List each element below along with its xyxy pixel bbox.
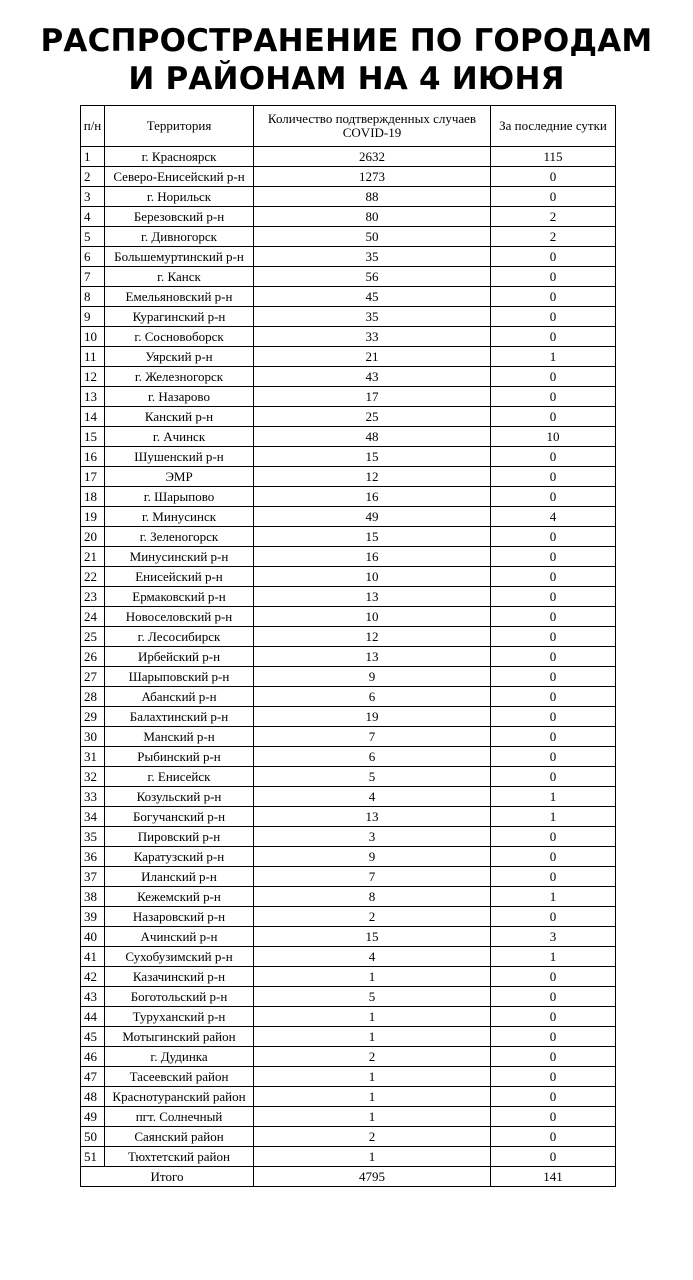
row-number: 33	[81, 787, 105, 807]
row-number: 15	[81, 427, 105, 447]
last-day-cell: 0	[491, 907, 616, 927]
table-row	[81, 427, 616, 447]
table-row	[81, 1127, 616, 1147]
row-number: 43	[81, 987, 105, 1007]
last-day-cell: 1	[491, 347, 616, 367]
row-number: 26	[81, 647, 105, 667]
last-day-cell: 0	[491, 1107, 616, 1127]
last-day-cell: 0	[491, 847, 616, 867]
table-row	[81, 307, 616, 327]
territory-cell: Каратузский р-н	[105, 847, 254, 867]
row-number: 32	[81, 767, 105, 787]
territory-cell: г. Дивногорск	[105, 227, 254, 247]
table-header	[81, 106, 616, 147]
territory-cell: Шушенский р-н	[105, 447, 254, 467]
table-row	[81, 667, 616, 687]
confirmed-cell: 12	[254, 467, 491, 487]
table-row	[81, 1147, 616, 1167]
confirmed-cell: 10	[254, 607, 491, 627]
territory-cell: Кежемский р-н	[105, 887, 254, 907]
territory-cell: г. Сосновоборск	[105, 327, 254, 347]
table-row	[81, 607, 616, 627]
row-number: 46	[81, 1047, 105, 1067]
row-number: 30	[81, 727, 105, 747]
territory-cell: Богучанский р-н	[105, 807, 254, 827]
table-row	[81, 407, 616, 427]
row-number: 49	[81, 1107, 105, 1127]
confirmed-cell: 1	[254, 1087, 491, 1107]
row-number: 19	[81, 507, 105, 527]
confirmed-cell: 7	[254, 867, 491, 887]
confirmed-cell: 6	[254, 687, 491, 707]
territory-cell: г. Ачинск	[105, 427, 254, 447]
last-day-cell: 3	[491, 927, 616, 947]
confirmed-cell: 1	[254, 1007, 491, 1027]
territory-cell: Канский р-н	[105, 407, 254, 427]
row-number: 31	[81, 747, 105, 767]
table-row	[81, 847, 616, 867]
table-row	[81, 1067, 616, 1087]
territory-cell: Шарыповский р-н	[105, 667, 254, 687]
row-number: 22	[81, 567, 105, 587]
row-number: 51	[81, 1147, 105, 1167]
table-row	[81, 1007, 616, 1027]
total-last-day: 141	[491, 1167, 616, 1187]
row-number: 36	[81, 847, 105, 867]
table-body	[81, 147, 616, 1167]
title-line-2: И РАЙОНАМ НА 4 ИЮНЯ	[128, 61, 565, 97]
confirmed-cell: 4	[254, 787, 491, 807]
last-day-cell: 0	[491, 167, 616, 187]
table-row	[81, 1087, 616, 1107]
territory-cell: Березовский р-н	[105, 207, 254, 227]
confirmed-cell: 2	[254, 907, 491, 927]
last-day-cell: 0	[491, 1007, 616, 1027]
confirmed-cell: 1273	[254, 167, 491, 187]
last-day-cell: 0	[491, 487, 616, 507]
table-row	[81, 867, 616, 887]
last-day-cell: 0	[491, 567, 616, 587]
row-number: 47	[81, 1067, 105, 1087]
header-confirmed: Количество подтвержденных случаев COVID-19	[254, 106, 491, 147]
table-row	[81, 687, 616, 707]
confirmed-cell: 56	[254, 267, 491, 287]
table-footer	[81, 1167, 616, 1187]
last-day-cell: 0	[491, 747, 616, 767]
last-day-cell: 0	[491, 547, 616, 567]
table-row	[81, 267, 616, 287]
row-number: 5	[81, 227, 105, 247]
last-day-cell: 0	[491, 667, 616, 687]
row-number: 25	[81, 627, 105, 647]
confirmed-cell: 16	[254, 487, 491, 507]
last-day-cell: 0	[491, 587, 616, 607]
table-row	[81, 787, 616, 807]
row-number: 13	[81, 387, 105, 407]
row-number: 2	[81, 167, 105, 187]
table-row	[81, 747, 616, 767]
confirmed-cell: 10	[254, 567, 491, 587]
confirmed-cell: 35	[254, 247, 491, 267]
confirmed-cell: 5	[254, 767, 491, 787]
territory-cell: Большемуртинский р-н	[105, 247, 254, 267]
territory-cell: г. Дудинка	[105, 1047, 254, 1067]
last-day-cell: 0	[491, 727, 616, 747]
last-day-cell: 0	[491, 1067, 616, 1087]
territory-cell: Емельяновский р-н	[105, 287, 254, 307]
last-day-cell: 0	[491, 367, 616, 387]
last-day-cell: 0	[491, 327, 616, 347]
territory-cell: Пировский р-н	[105, 827, 254, 847]
last-day-cell: 2	[491, 207, 616, 227]
territory-cell: Краснотуранский район	[105, 1087, 254, 1107]
row-number: 21	[81, 547, 105, 567]
territory-cell: ЭМР	[105, 467, 254, 487]
total-confirmed: 4795	[254, 1167, 491, 1187]
row-number: 50	[81, 1127, 105, 1147]
last-day-cell: 0	[491, 767, 616, 787]
confirmed-cell: 45	[254, 287, 491, 307]
row-number: 34	[81, 807, 105, 827]
table-row	[81, 887, 616, 907]
territory-cell: г. Енисейск	[105, 767, 254, 787]
confirmed-cell: 49	[254, 507, 491, 527]
last-day-cell: 0	[491, 627, 616, 647]
confirmed-cell: 7	[254, 727, 491, 747]
row-number: 23	[81, 587, 105, 607]
last-day-cell: 0	[491, 827, 616, 847]
territory-cell: Саянский район	[105, 1127, 254, 1147]
table-row	[81, 927, 616, 947]
territory-cell: г. Железногорск	[105, 367, 254, 387]
last-day-cell: 115	[491, 147, 616, 167]
last-day-cell: 0	[491, 407, 616, 427]
table-row	[81, 287, 616, 307]
header-last-day: За последние сутки	[491, 106, 616, 147]
row-number: 48	[81, 1087, 105, 1107]
confirmed-cell: 13	[254, 647, 491, 667]
table-row	[81, 387, 616, 407]
territory-cell: Уярский р-н	[105, 347, 254, 367]
territory-cell: г. Минусинск	[105, 507, 254, 527]
last-day-cell: 0	[491, 187, 616, 207]
row-number: 8	[81, 287, 105, 307]
row-number: 14	[81, 407, 105, 427]
row-number: 27	[81, 667, 105, 687]
row-number: 1	[81, 147, 105, 167]
last-day-cell: 0	[491, 307, 616, 327]
territory-cell: г. Норильск	[105, 187, 254, 207]
table-row	[81, 647, 616, 667]
row-number: 44	[81, 1007, 105, 1027]
territory-cell: г. Красноярск	[105, 147, 254, 167]
row-number: 3	[81, 187, 105, 207]
confirmed-cell: 9	[254, 667, 491, 687]
last-day-cell: 0	[491, 607, 616, 627]
table-row	[81, 587, 616, 607]
territory-cell: Ермаковский р-н	[105, 587, 254, 607]
table-row	[81, 327, 616, 347]
territory-cell: Новоселовский р-н	[105, 607, 254, 627]
confirmed-cell: 8	[254, 887, 491, 907]
territory-cell: пгт. Солнечный	[105, 1107, 254, 1127]
table-row	[81, 987, 616, 1007]
last-day-cell: 1	[491, 887, 616, 907]
row-number: 17	[81, 467, 105, 487]
table-row	[81, 947, 616, 967]
last-day-cell: 2	[491, 227, 616, 247]
confirmed-cell: 2	[254, 1047, 491, 1067]
table-row	[81, 147, 616, 167]
row-number: 39	[81, 907, 105, 927]
table-row	[81, 707, 616, 727]
table-row	[81, 247, 616, 267]
confirmed-cell: 33	[254, 327, 491, 347]
territory-cell: Туруханский р-н	[105, 1007, 254, 1027]
confirmed-cell: 3	[254, 827, 491, 847]
table-row	[81, 827, 616, 847]
table-row	[81, 487, 616, 507]
last-day-cell: 1	[491, 807, 616, 827]
territory-cell: Манский р-н	[105, 727, 254, 747]
row-number: 29	[81, 707, 105, 727]
table-row	[81, 567, 616, 587]
row-number: 42	[81, 967, 105, 987]
confirmed-cell: 19	[254, 707, 491, 727]
row-number: 9	[81, 307, 105, 327]
territory-cell: Назаровский р-н	[105, 907, 254, 927]
last-day-cell: 0	[491, 267, 616, 287]
last-day-cell: 0	[491, 247, 616, 267]
table-row	[81, 1107, 616, 1127]
territory-cell: г. Назарово	[105, 387, 254, 407]
row-number: 35	[81, 827, 105, 847]
last-day-cell: 0	[491, 647, 616, 667]
last-day-cell: 0	[491, 447, 616, 467]
last-day-cell: 0	[491, 1027, 616, 1047]
row-number: 18	[81, 487, 105, 507]
row-number: 38	[81, 887, 105, 907]
row-number: 10	[81, 327, 105, 347]
confirmed-cell: 16	[254, 547, 491, 567]
table-row	[81, 547, 616, 567]
confirmed-cell: 43	[254, 367, 491, 387]
page-title	[0, 22, 693, 98]
table-row	[81, 227, 616, 247]
territory-cell: Рыбинский р-н	[105, 747, 254, 767]
row-number: 6	[81, 247, 105, 267]
last-day-cell: 10	[491, 427, 616, 447]
last-day-cell: 0	[491, 987, 616, 1007]
territory-cell: г. Зеленогорск	[105, 527, 254, 547]
header-territory: Территория	[105, 106, 254, 147]
confirmed-cell: 48	[254, 427, 491, 447]
table-row	[81, 967, 616, 987]
table-row	[81, 727, 616, 747]
table-row	[81, 167, 616, 187]
last-day-cell: 0	[491, 287, 616, 307]
confirmed-cell: 80	[254, 207, 491, 227]
territory-cell: Ирбейский р-н	[105, 647, 254, 667]
row-number: 24	[81, 607, 105, 627]
last-day-cell: 0	[491, 1047, 616, 1067]
territory-cell: Иланский р-н	[105, 867, 254, 887]
territory-cell: г. Лесосибирск	[105, 627, 254, 647]
confirmed-cell: 1	[254, 1107, 491, 1127]
table-row	[81, 807, 616, 827]
territory-cell: Минусинский р-н	[105, 547, 254, 567]
table-row	[81, 207, 616, 227]
territory-cell: Тасеевский район	[105, 1067, 254, 1087]
table-row	[81, 467, 616, 487]
table-row	[81, 447, 616, 467]
confirmed-cell: 9	[254, 847, 491, 867]
territory-cell: Ачинский р-н	[105, 927, 254, 947]
table-row	[81, 1047, 616, 1067]
confirmed-cell: 6	[254, 747, 491, 767]
confirmed-cell: 13	[254, 807, 491, 827]
table-row	[81, 527, 616, 547]
row-number: 28	[81, 687, 105, 707]
row-number: 37	[81, 867, 105, 887]
territory-cell: Курагинский р-н	[105, 307, 254, 327]
table-row	[81, 627, 616, 647]
confirmed-cell: 88	[254, 187, 491, 207]
confirmed-cell: 4	[254, 947, 491, 967]
territory-cell: г. Канск	[105, 267, 254, 287]
territory-cell: Енисейский р-н	[105, 567, 254, 587]
row-number: 45	[81, 1027, 105, 1047]
row-number: 20	[81, 527, 105, 547]
territory-cell: Казачинский р-н	[105, 967, 254, 987]
territory-cell: Северо-Енисейский р-н	[105, 167, 254, 187]
row-number: 41	[81, 947, 105, 967]
confirmed-cell: 2	[254, 1127, 491, 1147]
last-day-cell: 0	[491, 687, 616, 707]
table-row	[81, 187, 616, 207]
total-row	[81, 1167, 616, 1187]
confirmed-cell: 15	[254, 927, 491, 947]
territory-cell: Тюхтетский район	[105, 1147, 254, 1167]
row-number: 16	[81, 447, 105, 467]
table-row	[81, 1027, 616, 1047]
last-day-cell: 4	[491, 507, 616, 527]
confirmed-cell: 12	[254, 627, 491, 647]
territory-cell: Боготольский р-н	[105, 987, 254, 1007]
table-row	[81, 907, 616, 927]
confirmed-cell: 50	[254, 227, 491, 247]
confirmed-cell: 1	[254, 1027, 491, 1047]
confirmed-cell: 15	[254, 527, 491, 547]
last-day-cell: 0	[491, 467, 616, 487]
last-day-cell: 0	[491, 527, 616, 547]
territory-cell: Сухобузимский р-н	[105, 947, 254, 967]
header-num: п/н	[81, 106, 105, 147]
confirmed-cell: 35	[254, 307, 491, 327]
row-number: 11	[81, 347, 105, 367]
confirmed-cell: 13	[254, 587, 491, 607]
last-day-cell: 0	[491, 1147, 616, 1167]
territory-cell: Балахтинский р-н	[105, 707, 254, 727]
table-header-row	[81, 106, 616, 147]
last-day-cell: 0	[491, 1127, 616, 1147]
row-number: 12	[81, 367, 105, 387]
last-day-cell: 0	[491, 1087, 616, 1107]
last-day-cell: 0	[491, 967, 616, 987]
confirmed-cell: 15	[254, 447, 491, 467]
last-day-cell: 1	[491, 787, 616, 807]
territory-cell: г. Шарыпово	[105, 487, 254, 507]
confirmed-cell: 2632	[254, 147, 491, 167]
territory-cell: Абанский р-н	[105, 687, 254, 707]
confirmed-cell: 17	[254, 387, 491, 407]
total-label: Итого	[81, 1167, 254, 1187]
row-number: 7	[81, 267, 105, 287]
confirmed-cell: 21	[254, 347, 491, 367]
table-row	[81, 507, 616, 527]
table-row	[81, 367, 616, 387]
last-day-cell: 1	[491, 947, 616, 967]
confirmed-cell: 5	[254, 987, 491, 1007]
table-row	[81, 767, 616, 787]
last-day-cell: 0	[491, 387, 616, 407]
covid-cases-table	[80, 105, 616, 1187]
row-number: 40	[81, 927, 105, 947]
row-number: 4	[81, 207, 105, 227]
last-day-cell: 0	[491, 707, 616, 727]
confirmed-cell: 1	[254, 1067, 491, 1087]
confirmed-cell: 1	[254, 1147, 491, 1167]
territory-cell: Мотыгинский район	[105, 1027, 254, 1047]
last-day-cell: 0	[491, 867, 616, 887]
territory-cell: Козульский р-н	[105, 787, 254, 807]
confirmed-cell: 25	[254, 407, 491, 427]
title-line-1: РАСПРОСТРАНЕНИЕ ПО ГОРОДАМ	[40, 23, 653, 59]
table-row	[81, 347, 616, 367]
confirmed-cell: 1	[254, 967, 491, 987]
